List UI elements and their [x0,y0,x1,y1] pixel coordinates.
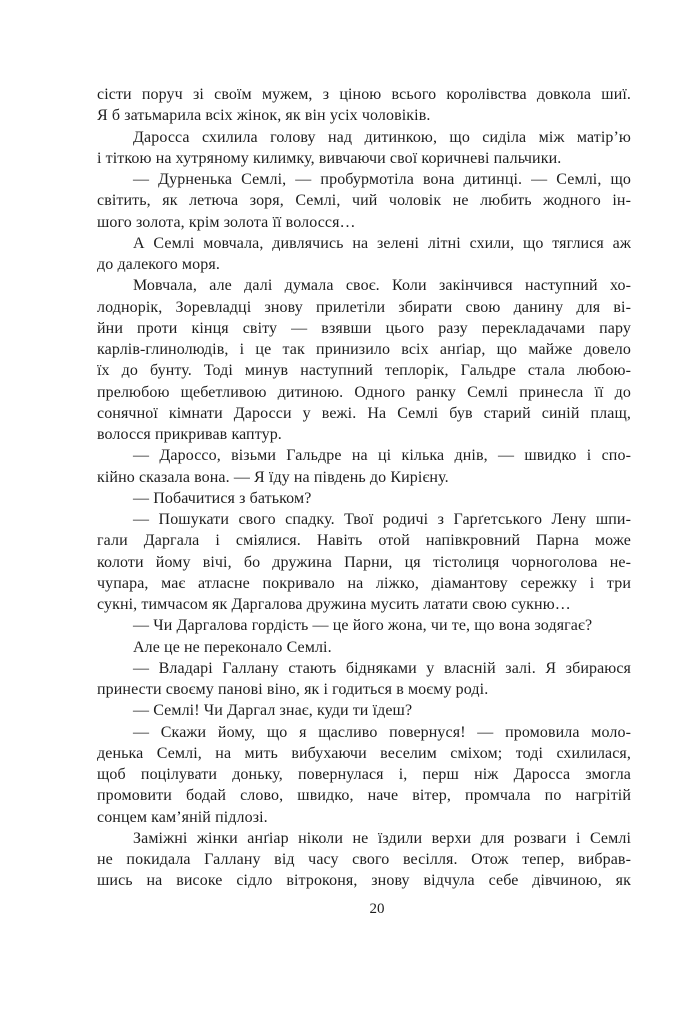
text-line: гали Даргала і сміялися. Навіть отой напівкровний Парна може [97,532,631,550]
page-number: 20 [369,901,385,917]
text-line: сонцем кам’яній підлозі. [97,808,268,826]
text-line: прелюбою щебетливою дитиною. Одного ранку Семлі принесла її до [97,383,631,401]
text-line: йни проти кінця світу — взявши цього разу перекладачами пару [97,319,631,337]
text-line: колоти йому вічі, бо дружина Парни, ця тістолиця чорноголова не- [97,553,631,571]
text-line: не покидала Галлану від часу свого весілля. Отож тепер, вибрав- [97,851,631,868]
text-line: лоднорік, Зоревладці знову прилетіли збирати свою данину для ві- [97,298,631,316]
text-line: шись на високе сідло вітроконя, знову відчула себе дівчиною, як [97,872,631,890]
text-line: — Побачитися з батьком? [133,489,312,507]
text-line: шого золота, крім золота її волосся… [97,213,356,231]
text-line: А Семлі мовчала, дивлячись на зелені літні схили, що тяглися аж [133,234,631,252]
text-line: принести своєму панові віно, як і годиться в моєму роді. [97,681,489,698]
text-line: світить, як летюча зоря, Семлі, чий чоловік не любить жодного ін- [97,192,631,210]
text-line: Заміжні жінки анґіар ніколи не їздили верхи для розваги і Семлі [133,829,631,847]
text-line: денька Семлі, на мить вибухаючи веселим сміхом; тоді схилилася, [97,744,631,762]
text-line: — Скажи йому, що я щасливо повернуся! — промовила моло- [133,723,631,741]
text-line: — Чи Даргалова гордість — це його жона, чи те, що вона зодягає? [133,617,593,635]
text-line: — Пошукати свого спадку. Твої родичі з Гарґетського Лену шпи- [133,511,631,528]
text-line: промовити бодай слово, швидко, наче вітер, промчала по нагрітій [97,787,631,805]
text-line: чупара, має атласне покривало на ліжко, діамантову сережку і три [97,574,631,592]
text-line: Мовчала, але далі думала своє. Коли закінчився наступний хо- [133,277,631,295]
text-line: Даросса схилила голову над дитинкою, що сиділа між матір’ю [133,128,631,146]
text-line: волосся прикривав каптур. [97,426,282,443]
text-line: Але це не переконало Семлі. [133,638,332,656]
text-line: карлів-глинолюдів, і це так принизило всіх анґіар, що майже довело [97,341,631,358]
text-line: — Семлі! Чи Даргал знає, куди ти їдеш? [133,702,413,720]
text-line: сонячної кімнати Даросси у вежі. На Семлі був старий синій плащ, [97,404,631,422]
text-line: сісти поруч зі своїм мужем, з ціною всього королівства довкола шиї. [97,86,631,103]
text-line: до далекого моря. [97,256,220,273]
text-line: кійно сказала вона. — Я їду на південь до Кирієну. [97,468,449,486]
text-line: їх до бунту. Тоді минув наступний теплорік, Гальдре стала любою- [97,362,631,380]
page-text-block [97,84,631,892]
text-line: Я б затьмарила всіх жінок, як він усіх чоловіків. [97,107,431,125]
text-line: — Владарі Галлану стають бідняками у власній залі. Я збираюся [133,659,631,677]
text-line: — Дурненька Семлі, — пробурмотіла вона дитинці. — Семлі, що [133,171,631,188]
text-line: щоб поцілувати доньку, повернулася і, перш ніж Даросса змогла [97,766,631,783]
text-line: сукні, тимчасом як Даргалова дружина мусить латати свою сукню… [97,596,571,613]
text-line: — Дароссо, візьми Гальдре на ці кілька днів, — швидко і спо- [133,447,631,465]
text-line: і тіткою на хутряному килимку, вивчаючи свої коричневі пальчики. [97,149,562,167]
